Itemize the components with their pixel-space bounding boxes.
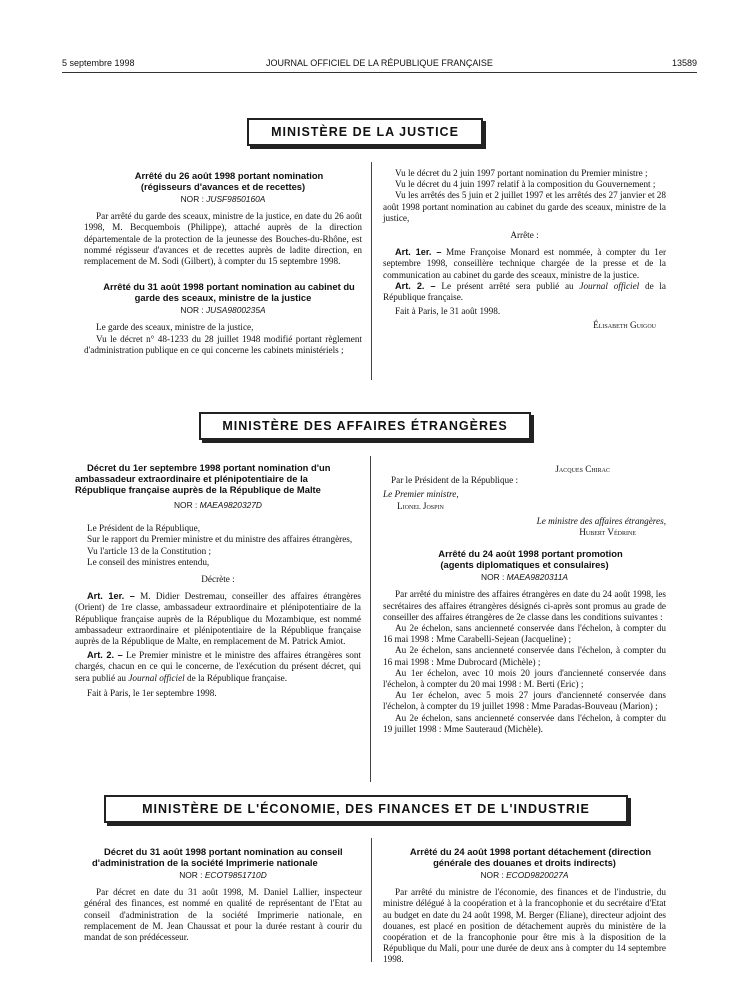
paragraph: Le garde des sceaux, ministre de la justice, [96,322,254,333]
article-label: Art. 2. – [87,650,123,661]
paragraph: Le conseil des ministres entendu, [87,556,210,567]
nor-code: ECOD9820027A [506,870,569,880]
column-divider [371,838,372,962]
decret-title: Décret du 1er septembre 1998 portant nomination d'un ambassadeur extraordinaire et plénipotentiaire de la République française auprès de la République de Malte [75,462,331,495]
article-text: Mme Françoise Monard est nommée, à compter du 1er septembre 1998, conseillère technique chargée de la presse et de la communication au cabinet du garde des sceaux, ministre de la justice. [383,247,667,280]
journal-officiel-ref: Journal officiel [128,672,185,683]
paragraph: Vu l'article 13 de la Constitution ; [87,545,212,556]
paragraph: Par décret en date du 31 août 1998, M. Daniel Lallier, inspecteur général des finances, est nommé en qualité de représentant de l'Etat au conseil d'administration de la société Imprimerie nationale, en remplacement de M. Jean Chaussat et pour la durée restant à courir du mandat de son prédécesseur. [84,887,362,943]
article-1 [383,247,666,281]
ministry-title: MINISTÈRE DE L'ÉCONOMIE, DES FINANCES ET DE L'INDUSTRIE [142,802,590,816]
nor-reference [84,870,362,881]
justice-right-column [383,168,666,332]
ministry-box-economie [104,795,628,823]
signature-role-minister: Le ministre des affaires étrangères, [536,515,666,526]
column-divider [371,162,372,380]
ministry-box-affaires-etrangeres [199,412,531,440]
article-text: de la République française. [383,280,667,303]
paragraph: Au 2e échelon, sans ancienneté conservée dans l'échelon, à compter du 19 juillet 1998 : Mme Sauteraud (Michèle). [383,712,666,734]
signature-pm: Lionel Jospin [397,500,444,511]
paragraph: Au 2e échelon, sans ancienneté conservée dans l'échelon, à compter du 16 mai 1998 : Mme Dubrocard (Michèle) ; [383,645,666,667]
etrangeres-left-column [75,462,361,699]
paragraph: Par arrêté du ministre de l'économie, des finances et de l'industrie, du ministre délégué à la coopération et à la francophonie et du secrétaire d'Etat au budget en date du 24 août 1998, M. Berger (Eliane), directeur adjoint des douanes, est placé en position de détachement auprès du ministère de la coopération et de la francophonie pour être mis à la disposition de la République du Mali, pour une durée de deux ans à compter du 14 septembre 1998. [383,887,666,965]
nor-reference [383,870,666,881]
nor-reference [75,500,361,511]
article-text: de la République française. [187,672,288,683]
article-label: Art. 2. – [395,280,436,291]
economie-right-column [383,846,666,966]
signature-role-pm: Le Premier ministre, [383,489,459,500]
header-journal-title: JOURNAL OFFICIEL DE LA RÉPUBLIQUE FRANÇAISE [266,58,493,68]
journal-officiel-ref: Journal officiel [579,280,640,291]
header-page-number: 13589 [671,58,697,68]
justice-left-column [84,170,362,356]
nor-label: NOR : [481,572,505,583]
arrete-title: Arrêté du 24 août 1998 portant détachement (direction générale des douanes et droits indirects) [409,846,652,868]
etrangeres-right-column [383,464,666,735]
paragraph: Par arrêté du garde des sceaux, ministre de la justice, en date du 26 août 1998, M. Becquembois (Philippe), attaché auprès de la direction départementale de la protection de la jeunesse des Bouches-du-Rhône, est nommé régisseur d'avances et de recettes auprès de ladite direction, en remplacement de M. Sodi (Gilbert), à compter du 15 septembre 1998. [84,211,362,267]
nor-label: NOR : [180,194,204,204]
nor-reference [84,194,362,205]
paragraph: Vu les arrêtés des 5 juin et 2 juillet 1997 et les arrêtés des 27 janvier et 28 août 1998 portant nomination au cabinet du garde des sceaux, ministre de la justice, [383,190,666,223]
nor-code: JUSF9850160A [206,194,266,204]
nor-reference [383,572,666,583]
paragraph: Au 1er échelon, avec 5 mois 27 jours d'ancienneté conservée dans l'échelon, à compter du 19 juillet 1998 : Mme Paradas-Bouveau (Marion) ; [383,690,666,712]
running-header [62,58,697,72]
article-1 [75,591,361,647]
nor-label: NOR : [480,870,504,880]
paragraph: Par arrêté du ministre des affaires étrangères en date du 24 août 1998, les secrétaires des affaires étrangères désignés ci-après sont promus au grade de conseiller des affaires étrangères de 2e classe dans les conditions suivantes : [383,589,666,622]
signature-minister: Hubert Védrine [579,527,636,538]
paragraph: Vu le décret du 2 juin 1997 portant nomination du Premier ministre ; [395,168,648,178]
nor-code: MAEA9820311A [506,572,568,583]
nor-label: NOR : [179,870,203,880]
decret-title: Décret du 31 août 1998 portant nomination au conseil d'administration de la société Imprimerie nationale [92,846,343,868]
signature: Élisabeth Guigou [593,320,656,331]
nor-label: NOR : [180,305,204,316]
nor-label: NOR : [174,500,198,510]
ministry-title: MINISTÈRE DES AFFAIRES ÉTRANGÈRES [222,419,508,433]
nor-code: MAEA9820327D [199,500,262,510]
paragraph: Au 1er échelon, avec 10 mois 20 jours d'ancienneté conservée dans l'échelon, à compter du 20 mai 1998 : M. Berti (Eric) ; [383,667,666,690]
article-2 [383,281,666,303]
nor-code: ECOT9851710D [204,870,267,880]
article-label: Art. 1er. – [87,591,135,602]
signing-place-date: Fait à Paris, le 31 août 1998. [395,306,501,317]
paragraph: Le Président de la République, [87,523,201,534]
column-divider [370,456,371,782]
header-date: 5 septembre 1998 [62,58,135,68]
decrete-formula: Décrète : [201,574,235,585]
signature-intro: Par le Président de la République : [391,475,519,486]
arrete-title: Arrêté du 31 août 1998 portant nomination au cabinet du garde des sceaux, ministre de la justice [103,281,355,304]
paragraph: Vu le décret du 4 juin 1997 relatif à la composition du Gouvernement ; [395,179,656,190]
signing-place-date: Fait à Paris, le 1er septembre 1998. [87,687,217,698]
arrete-formula: Arrête : [510,230,539,241]
header-rule [62,72,697,73]
paragraph: Sur le rapport du Premier ministre et du ministre des affaires étrangères, [87,534,353,545]
economie-left-column [84,846,362,943]
nor-code: JUSA9800235A [205,305,266,316]
arrete-title: Arrêté du 26 août 1998 portant nomination (régisseurs d'avances et de recettes) [134,170,324,192]
ministry-box-justice [247,118,483,146]
paragraph: Vu le décret n° 48-1233 du 28 juillet 1948 modifié portant règlement d'administration publique en ce qui concerne les cabinets ministériels ; [84,333,362,355]
signature-president: Jacques Chirac [555,464,610,474]
arrete-title: Arrêté du 24 août 1998 portant promotion (agents diplomatiques et consulaires) [438,548,623,571]
article-2 [75,650,361,684]
nor-reference [84,305,362,316]
article-text: Le présent arrêté sera publié au [441,280,574,291]
article-label: Art. 1er. – [395,247,442,258]
article-text: Le Premier ministre et le ministre des affaires étrangères sont chargés, chacun en ce qui le concerne, de l'exécution du présent décret, qui sera publié au [75,650,361,683]
ministry-title: MINISTÈRE DE LA JUSTICE [271,125,459,139]
paragraph: Au 2e échelon, sans ancienneté conservée dans l'échelon, à compter du 16 mai 1998 : Mme Carabelli-Sejean (Jacqueline) ; [383,623,666,645]
article-text: M. Didier Destremau, conseiller des affaires étrangères (Orient) de 1re classe, ambassadeur extraordinaire et plénipotentiaire de la République française auprès de la République du Mozambique, est nommé ambassadeur extraordinaire et plénipotentiaire de la République française auprès de la République de Malte, en remplacement de M. Patrick Amiot. [75,591,361,647]
